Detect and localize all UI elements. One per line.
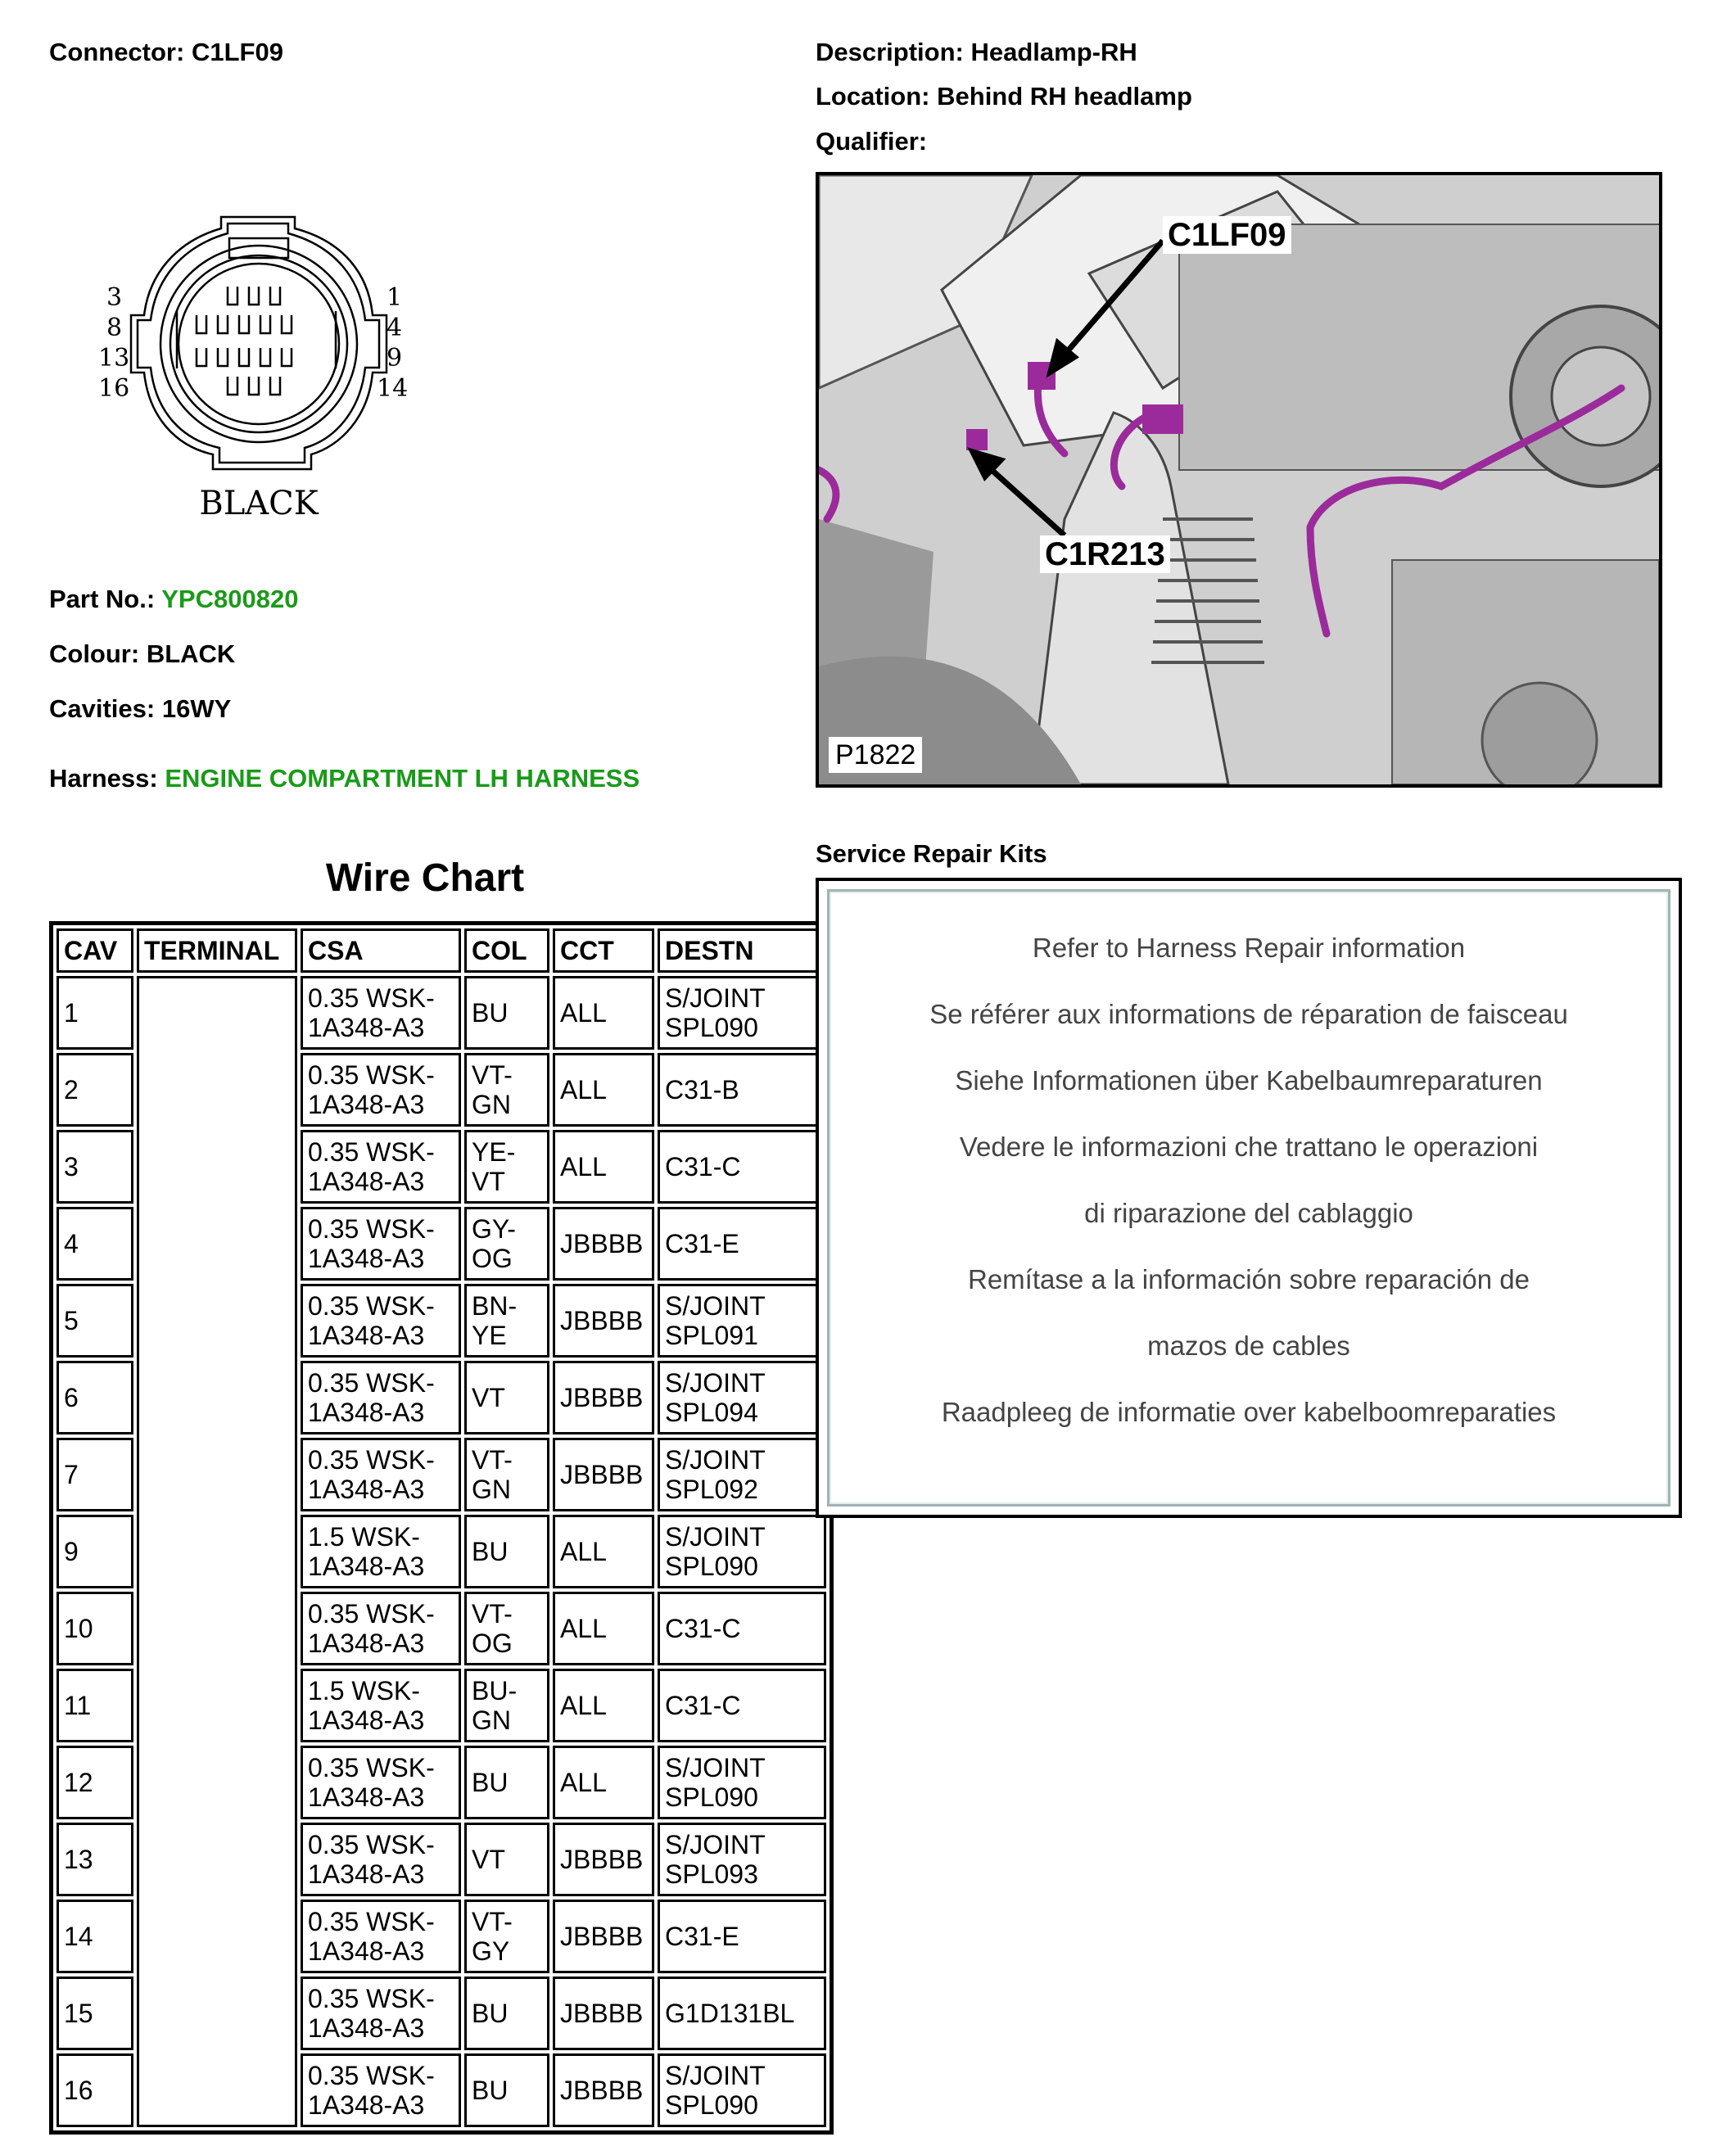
cell-destn-line: SPL090 — [665, 2090, 758, 2120]
cell-col — [464, 1746, 549, 1819]
part-no-link[interactable]: YPC800820 — [161, 585, 299, 613]
cavities-label: Cavities: — [49, 694, 156, 723]
cell-destn — [658, 1515, 826, 1588]
cell-csa-line: 1.5 WSK- — [308, 1522, 420, 1552]
cell-cav: 2 — [57, 1053, 133, 1127]
cell-destn-line: C31-C — [665, 1152, 741, 1181]
connector-label: Connector: — [49, 38, 185, 66]
cell-csa-line: 0.35 WSK- — [308, 1060, 435, 1090]
cell-csa — [301, 1207, 461, 1281]
cell-csa-line: 1A348-A3 — [308, 2090, 425, 2120]
cell-csa — [301, 1130, 461, 1204]
col-header-csa: CSA — [301, 928, 461, 973]
cell-col — [464, 1515, 549, 1588]
cell-csa — [301, 1900, 461, 1973]
cell-col-line: GY- — [472, 1214, 516, 1244]
cell-destn — [658, 2053, 826, 2127]
cell-cct: JBBBB — [553, 1207, 654, 1281]
cell-destn-line: S/JOINT — [665, 1830, 766, 1859]
cell-destn-line: SPL094 — [665, 1398, 758, 1427]
colour-line — [49, 639, 235, 669]
cell-destn-line: S/JOINT — [665, 1291, 766, 1321]
cell-csa-line: 0.35 WSK- — [308, 2061, 435, 2090]
location-value: Behind RH headlamp — [937, 82, 1192, 111]
cell-destn-line: SPL090 — [665, 1552, 758, 1581]
qualifier-line — [816, 127, 927, 156]
cell-col-line: GN — [472, 1475, 511, 1504]
cell-cav: 16 — [57, 2053, 133, 2127]
cell-destn-line: C31-E — [665, 1922, 739, 1951]
cell-col-line: BU- — [472, 1676, 518, 1705]
harness-line — [49, 764, 640, 793]
cell-cct: JBBBB — [553, 1361, 654, 1434]
cell-csa-line: 1A348-A3 — [308, 1705, 425, 1735]
cell-destn — [658, 1053, 826, 1127]
kit-text-line: Se référer aux informations de réparation de faisceau — [929, 999, 1568, 1029]
cell-col-line: GN — [472, 1090, 511, 1119]
cell-csa-line: 1A348-A3 — [308, 1552, 425, 1581]
cell-csa-line: 1A348-A3 — [308, 1013, 425, 1042]
location-label: Location: — [816, 82, 930, 111]
kit-text-line: Refer to Harness Repair information — [1032, 933, 1466, 963]
cell-cav: 7 — [57, 1438, 133, 1511]
cell-cav: 14 — [57, 1900, 133, 1973]
cell-csa — [301, 1053, 461, 1127]
cell-csa — [301, 1746, 461, 1819]
cell-csa — [301, 976, 461, 1050]
cell-col — [464, 1284, 549, 1358]
cell-col — [464, 1592, 549, 1665]
figure-id: P1822 — [829, 737, 922, 773]
cell-csa-line: 1A348-A3 — [308, 1936, 425, 1966]
cell-col-line: BU — [472, 998, 509, 1028]
cell-destn — [658, 1130, 826, 1204]
cell-cav: 9 — [57, 1515, 133, 1588]
cell-col — [464, 976, 549, 1050]
cell-csa — [301, 1823, 461, 1896]
pin-label-right-3: 9 — [387, 344, 403, 373]
cell-csa-line: 1A348-A3 — [308, 1475, 425, 1504]
cell-col-line: GN — [472, 1705, 511, 1735]
cell-col — [464, 1130, 549, 1204]
cell-csa-line: 1A348-A3 — [308, 1167, 425, 1196]
cell-destn — [658, 976, 826, 1050]
cell-destn-line: C31-E — [665, 1229, 739, 1258]
pin-label-left-1: 3 — [106, 283, 123, 312]
description-value: Headlamp-RH — [970, 38, 1137, 66]
col-header-cct: CCT — [553, 928, 654, 973]
cell-csa-line: 0.35 WSK- — [308, 1214, 435, 1244]
part-no-line — [49, 585, 298, 614]
cell-col-line: VT- — [472, 1907, 513, 1936]
cell-csa — [301, 2053, 461, 2127]
connector-heading — [49, 38, 283, 67]
cell-destn-line: SPL093 — [665, 1859, 758, 1889]
kit-text-line: Raadpleeg de informatie over kabelboomreparaties — [941, 1397, 1557, 1427]
wire-chart-header-row — [57, 928, 826, 973]
cell-cct: ALL — [553, 1592, 654, 1665]
cell-cav: 12 — [57, 1746, 133, 1819]
connector-colour-caption: BLACK — [199, 485, 319, 522]
cell-csa — [301, 1361, 461, 1434]
cell-cav: 11 — [57, 1669, 133, 1742]
pin-label-left-4: 16 — [98, 374, 130, 403]
cell-csa-line: 0.35 WSK- — [308, 1137, 435, 1167]
cell-csa-line: 0.35 WSK- — [308, 1368, 435, 1398]
cell-cav: 3 — [57, 1130, 133, 1204]
service-repair-kits-title: Service Repair Kits — [816, 839, 1047, 868]
pin-label-right-1: 1 — [387, 283, 403, 312]
cell-col-line: VT — [472, 1845, 505, 1874]
cavities-line — [49, 694, 231, 724]
cell-cav: 13 — [57, 1823, 133, 1896]
cell-col-line: YE- — [472, 1137, 516, 1167]
cell-cav: 6 — [57, 1361, 133, 1434]
connector-face-svg — [98, 209, 418, 536]
col-header-destn: DESTN — [658, 928, 826, 973]
cell-col — [464, 1900, 549, 1973]
cell-cct: ALL — [553, 976, 654, 1050]
cell-col-line: BU — [472, 1768, 509, 1797]
cell-destn — [658, 1361, 826, 1434]
cell-col — [464, 2053, 549, 2127]
cell-col — [464, 1438, 549, 1511]
description-line — [816, 38, 1137, 67]
cell-col-line: VT — [472, 1167, 505, 1196]
col-header-terminal: TERMINAL — [137, 928, 297, 973]
cell-col — [464, 1977, 549, 2050]
connector-face-diagram — [98, 209, 418, 536]
cell-cct: JBBBB — [553, 2053, 654, 2127]
cell-cav: 15 — [57, 1977, 133, 2050]
cell-cav: 4 — [57, 1207, 133, 1281]
cell-csa — [301, 1438, 461, 1511]
cell-col — [464, 1207, 549, 1281]
service-repair-kits-inner — [827, 889, 1670, 1507]
wire-chart-body — [57, 976, 826, 2127]
cell-col-line: VT- — [472, 1445, 513, 1475]
kit-text-line: di riparazione del cablaggio — [1084, 1198, 1413, 1228]
kit-text-line: mazos de cables — [1147, 1330, 1350, 1361]
cell-csa-line: 0.35 WSK- — [308, 1445, 435, 1475]
cell-destn-line: C31-C — [665, 1614, 741, 1643]
cell-col-line: BU — [472, 1999, 509, 2028]
cell-destn-line: SPL091 — [665, 1321, 758, 1350]
col-header-col: COL — [464, 928, 549, 973]
cell-col — [464, 1053, 549, 1127]
cell-cct: JBBBB — [553, 1284, 654, 1358]
cell-col-line: GY — [472, 1936, 510, 1966]
colour-label: Colour: — [49, 639, 140, 668]
engine-bay-illustration — [819, 175, 1659, 784]
part-no-label: Part No.: — [49, 585, 156, 613]
kit-text-line: Siehe Informationen über Kabelbaumreparaturen — [955, 1065, 1543, 1096]
cell-csa-line: 0.35 WSK- — [308, 1984, 435, 2013]
cell-cav: 5 — [57, 1284, 133, 1358]
description-label: Description: — [816, 38, 964, 66]
cell-destn-line: C31-C — [665, 1691, 741, 1720]
cell-csa-line: 1A348-A3 — [308, 1090, 425, 1119]
cell-col — [464, 1669, 549, 1742]
cell-csa — [301, 1592, 461, 1665]
cell-cct: ALL — [553, 1746, 654, 1819]
cell-destn — [658, 1746, 826, 1819]
cell-csa — [301, 1284, 461, 1358]
cell-destn-line: SPL090 — [665, 1013, 758, 1042]
wire-chart-table — [49, 921, 834, 2135]
callout-c1lf09: C1LF09 — [1163, 216, 1291, 254]
cell-csa-line: 1A348-A3 — [308, 1321, 425, 1350]
wire-chart-title: Wire Chart — [325, 856, 525, 900]
cell-csa-line: 0.35 WSK- — [308, 1291, 435, 1321]
cell-destn-line: S/JOINT — [665, 1445, 766, 1475]
cell-destn-line: SPL090 — [665, 1782, 758, 1812]
cell-cav: 1 — [57, 976, 133, 1050]
cell-csa — [301, 1515, 461, 1588]
cell-cct: JBBBB — [553, 1438, 654, 1511]
cell-csa-line: 0.35 WSK- — [308, 1599, 435, 1629]
cell-destn-line: S/JOINT — [665, 1753, 766, 1782]
cell-csa-line: 0.35 WSK- — [308, 1753, 435, 1782]
cell-destn-line: S/JOINT — [665, 2061, 766, 2090]
harness-label: Harness: — [49, 764, 158, 793]
cell-csa-line: 0.35 WSK- — [308, 1907, 435, 1936]
cell-destn — [658, 1592, 826, 1665]
cell-destn-line: S/JOINT — [665, 1368, 766, 1398]
cavities-value: 16WY — [161, 694, 232, 723]
cell-csa-line: 1A348-A3 — [308, 1244, 425, 1273]
harness-link[interactable]: ENGINE COMPARTMENT LH HARNESS — [165, 764, 640, 793]
cell-col-line: BU — [472, 2076, 509, 2105]
location-line — [816, 82, 1192, 111]
cell-col-line: OG — [472, 1244, 513, 1273]
cell-destn — [658, 1438, 826, 1511]
cell-col-line: BU — [472, 1537, 509, 1566]
cell-destn-line: S/JOINT — [665, 1522, 766, 1552]
cell-csa-line: 0.35 WSK- — [308, 983, 435, 1013]
table-row — [57, 976, 826, 1050]
cell-destn — [658, 1207, 826, 1281]
cell-destn-line: S/JOINT — [665, 983, 766, 1013]
pin-label-right-2: 4 — [387, 314, 403, 342]
cell-terminal — [137, 976, 297, 2127]
cell-csa — [301, 1669, 461, 1742]
colour-value: BLACK — [146, 639, 236, 668]
cell-destn — [658, 1900, 826, 1973]
cell-col-line: YE — [472, 1321, 507, 1350]
cell-col-line: VT- — [472, 1599, 513, 1629]
cell-destn — [658, 1284, 826, 1358]
pin-label-right-4: 14 — [377, 374, 409, 403]
cell-col-line: OG — [472, 1629, 513, 1658]
cell-col-line: BN- — [472, 1291, 518, 1321]
cell-csa-line: 1A348-A3 — [308, 1629, 425, 1658]
kit-text-line: Vedere le informazioni che trattano le operazioni — [959, 1132, 1539, 1162]
qualifier-label: Qualifier: — [816, 127, 928, 156]
cell-col-line: VT — [472, 1383, 505, 1412]
pin-label-left-2: 8 — [106, 314, 123, 342]
cell-col — [464, 1361, 549, 1434]
cell-destn — [658, 1977, 826, 2050]
location-photo — [816, 172, 1662, 788]
pin-label-left-3: 13 — [98, 344, 130, 373]
col-header-cav: CAV — [57, 928, 133, 973]
service-repair-kits-box — [816, 878, 1682, 1518]
cell-cct: JBBBB — [553, 1900, 654, 1973]
cell-csa-line: 1A348-A3 — [308, 1782, 425, 1812]
cell-cct: ALL — [553, 1669, 654, 1742]
cell-destn-line: G1D131BL — [665, 1999, 795, 2028]
cell-col-line: VT- — [472, 1060, 513, 1090]
cell-cct: ALL — [553, 1053, 654, 1127]
cell-cct: JBBBB — [553, 1823, 654, 1896]
cell-cct: JBBBB — [553, 1977, 654, 2050]
cell-csa-line: 0.35 WSK- — [308, 1830, 435, 1859]
cell-csa-line: 1A348-A3 — [308, 2013, 425, 2043]
callout-c1r213: C1R213 — [1040, 535, 1170, 573]
cell-destn — [658, 1823, 826, 1896]
cell-cct: ALL — [553, 1515, 654, 1588]
cell-csa — [301, 1977, 461, 2050]
cell-destn — [658, 1669, 826, 1742]
cell-destn-line: SPL092 — [665, 1475, 758, 1504]
kit-text-line: Remítase a la información sobre reparación de — [967, 1264, 1530, 1294]
cell-csa-line: 1A348-A3 — [308, 1398, 425, 1427]
cell-cav: 10 — [57, 1592, 133, 1665]
cell-csa-line: 1A348-A3 — [308, 1859, 425, 1889]
cell-destn-line: C31-B — [665, 1075, 739, 1105]
cell-cct: ALL — [553, 1130, 654, 1204]
cell-csa-line: 1.5 WSK- — [308, 1676, 420, 1705]
connector-id: C1LF09 — [191, 38, 283, 66]
cell-col — [464, 1823, 549, 1896]
